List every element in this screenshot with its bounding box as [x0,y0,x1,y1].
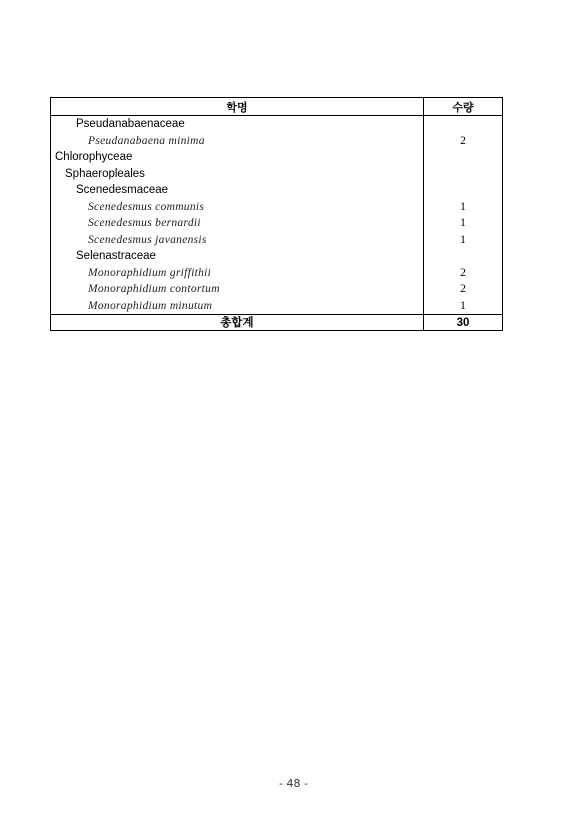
taxon-quantity [424,182,503,199]
header-quantity: 수량 [424,98,503,116]
table-row [51,215,503,232]
taxon-quantity [424,166,503,183]
table-row [51,149,503,166]
taxon-name: Pseudanabaenaceae [76,118,185,131]
table-row [51,166,503,183]
table-row [51,232,503,249]
taxon-name: Pseudanabaena minima [88,134,205,147]
table-row [51,182,503,199]
species-table [50,97,503,331]
taxon-quantity [424,116,503,133]
taxon-name: Scenedesmus javanensis [88,233,207,246]
header-scientific-name: 학명 [51,98,424,116]
table-body [51,116,503,315]
table-row [51,298,503,315]
taxon-name: Monoraphidium minutum [88,299,213,312]
taxon-quantity [424,248,503,265]
taxon-quantity: 1 [424,232,503,249]
taxon-quantity: 2 [424,281,503,298]
taxon-name: Monoraphidium contortum [88,283,220,296]
total-label: 총합계 [51,315,424,331]
table-row [51,281,503,298]
taxon-quantity: 2 [424,133,503,150]
page-number: - 48 - [279,777,308,790]
taxon-name: Sphaeropleales [65,167,145,180]
total-row [51,315,503,331]
table-header-row [51,98,503,116]
taxon-name: Chlorophyceae [55,151,133,164]
taxon-name: Monoraphidium griffithii [88,266,212,279]
taxon-name: Scenedesmus communis [88,200,205,213]
taxon-name: Scenedesmus bernardii [88,217,201,230]
table-row [51,265,503,282]
taxon-quantity [424,149,503,166]
table-row [51,116,503,133]
species-table-container [50,97,502,331]
taxon-quantity: 2 [424,265,503,282]
table-row [51,133,503,150]
taxon-name: Scenedesmaceae [76,184,169,197]
taxon-quantity: 1 [424,215,503,232]
taxon-quantity: 1 [424,199,503,216]
total-quantity: 30 [424,315,503,331]
table-row [51,248,503,265]
taxon-name: Selenastraceae [76,250,156,263]
table-row [51,199,503,216]
taxon-quantity: 1 [424,298,503,315]
